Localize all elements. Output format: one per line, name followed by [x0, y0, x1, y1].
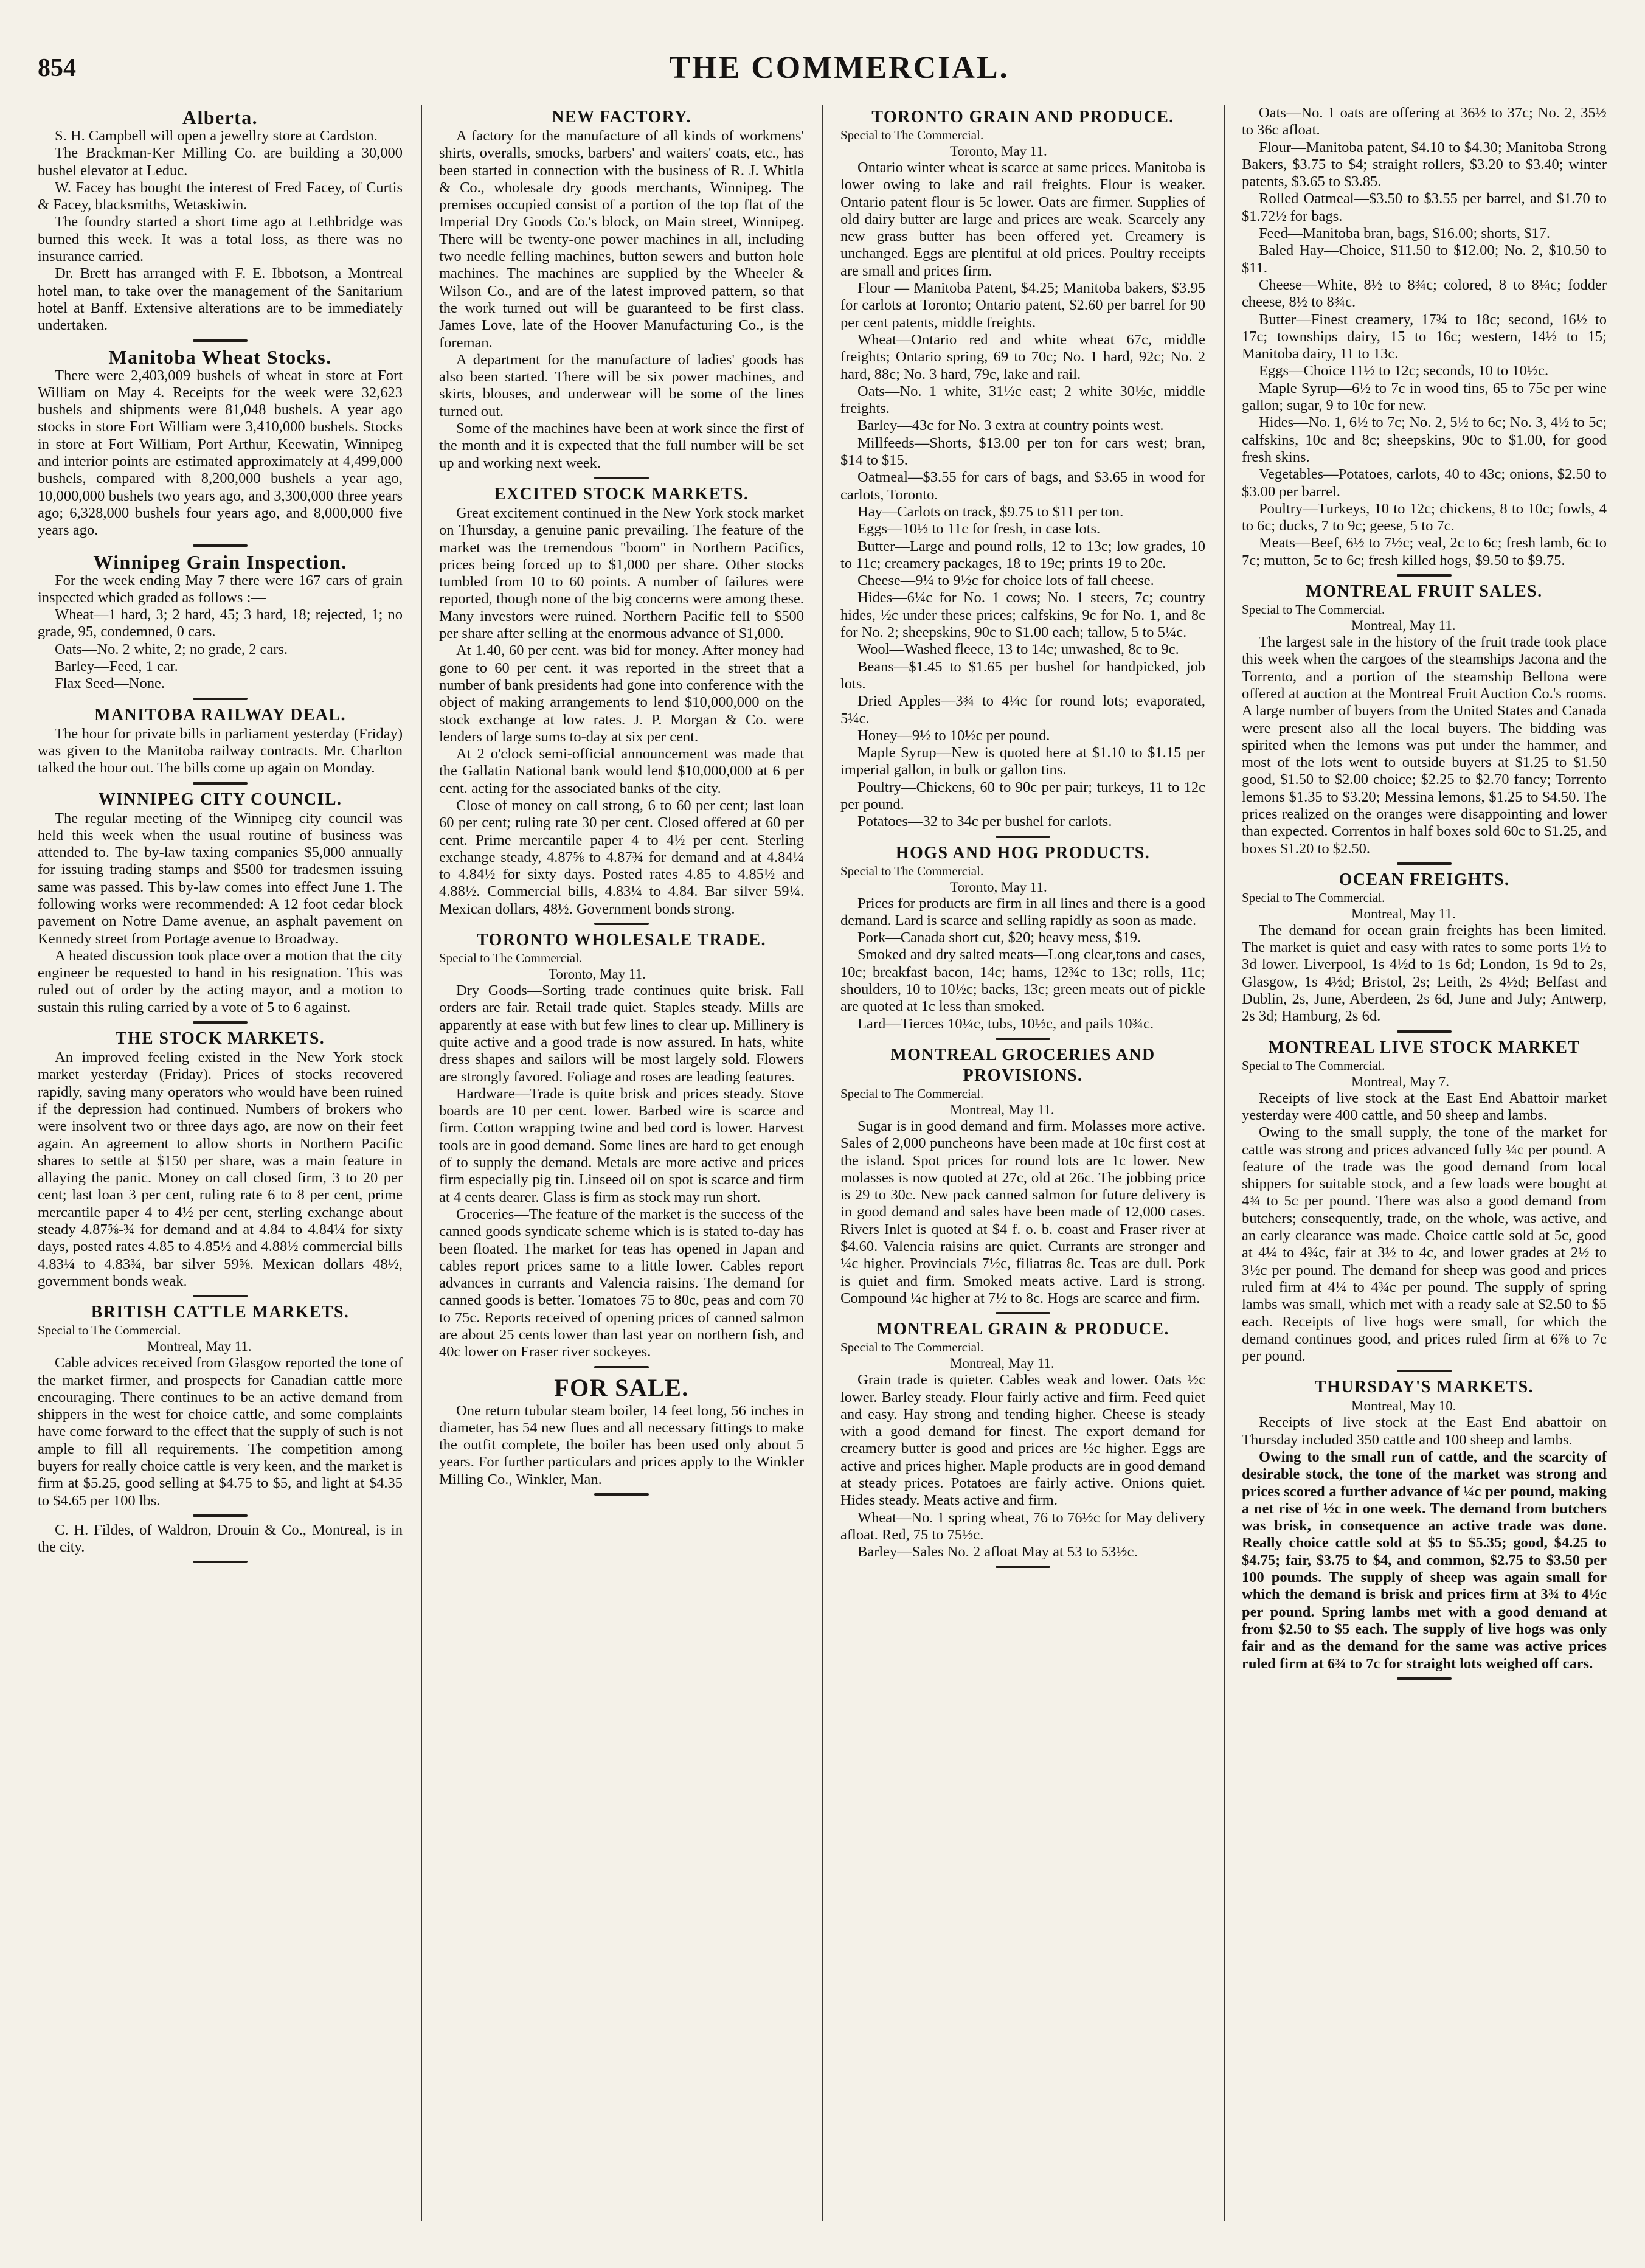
article-byline: Special to The Commercial.: [840, 863, 984, 878]
article-paragraph: Wheat—1 hard, 3; 2 hard, 45; 3 hard, 18; rejected, 1; no grade, 95, condemned, 0 cars.: [38, 606, 403, 640]
article-paragraph: There were 2,403,009 bushels of wheat in store at Fort William on May 4. Receipts for the week were 32,623 bushels and shipments were 81,048 bushels. A year ago stocks in store Fort William were 3,410,000 bushels. Stocks in store at Fort William, Port Arthur, Keewatin, Winnipeg and interior points are estimated approximately at 4,499,000 bushels, compared with 8,200,000 bushels a year ago, 10,000,000 bushels two years ago, and 3,300,000 three years ago; 6,328,000 bushels four years ago, and 8,000,000 five years ago.: [38, 367, 403, 539]
article-heading: WINNIPEG CITY COUNCIL.: [98, 789, 342, 809]
article-heading: MONTREAL LIVE STOCK MARKET: [1268, 1038, 1581, 1057]
article-heading: FOR SALE.: [554, 1373, 689, 1401]
article-heading: THE STOCK MARKETS.: [115, 1029, 325, 1049]
section-separator: [193, 1021, 248, 1024]
article-paragraph: At 2 o'clock semi-official announcement was made that the Gallatin National bank would lend $10,000,000 at 6 per cent. acting for the associated banks of the city.: [439, 746, 804, 797]
article-dateline: Toronto, May 11.: [950, 144, 1047, 159]
article-dateline: Montreal, May 11.: [147, 1339, 252, 1354]
article-paragraph: W. Facey has bought the interest of Fred Facey, of Curtis & Facey, blacksmiths, Wetaskiwin.: [38, 179, 403, 213]
section-separator: [193, 1561, 248, 1563]
section-separator: [193, 1514, 248, 1517]
article-paragraph: Wool—Washed fleece, 13 to 14c; unwashed, 8c to 9c.: [857, 641, 1179, 658]
article-heading: BRITISH CATTLE MARKETS.: [91, 1303, 350, 1322]
article-dateline: Montreal, May 11.: [1351, 618, 1456, 634]
article-byline: Special to The Commercial.: [439, 951, 583, 966]
article: [840, 843, 1205, 1040]
article-byline: Special to The Commercial.: [1242, 1058, 1385, 1073]
article-paragraph: Poultry—Turkeys, 10 to 12c; chickens, 8 to 10c; fowls, 4 to 6c; ducks, 7 to 9c; geese, 5 to 7c.: [1242, 500, 1607, 535]
section-separator: [594, 1366, 649, 1368]
article-paragraph: Hay—Carlots on track, $9.75 to $11 per ton.: [857, 503, 1124, 520]
section-separator: [1397, 1677, 1452, 1680]
article-paragraph: Wheat—Ontario red and white wheat 67c, middle freights; Ontario spring, 69 to 70c; No. 1 hard, 92c; No. 2 hard, 88c; No. 3 hard, 79c, lake and rail.: [840, 331, 1205, 383]
column-3: [840, 105, 1205, 2221]
section-separator: [1397, 1370, 1452, 1372]
article: [1242, 1377, 1607, 1679]
article-paragraph: Dry Goods—Sorting trade continues quite brisk. Fall orders are fair. Retail trade quiet. Staples steady. Mills are apparently at ease with but few lines to clear up. Millinery is quite active and a good trade is now assured. In hats, white dress shapes and sailors will be most largely sold. Flowers are strongly favored. Foliage and roses are leading features.: [439, 982, 804, 1085]
article-dateline: Montreal, May 7.: [1351, 1073, 1449, 1089]
article-paragraph: The demand for ocean grain freights has been limited. The market is quiet and easy with rates to some ports 1½ to 3d lower. Liverpool, 1s 4½d to 1s 6d; London, 1s 9d to 2s, Glasgow, 1s 4½d; Bristol, 2s; Leith, 2s 4½d; Belfast and Dublin, 2s, June, Aberdeen, 2s 6d, June and July; Antwerp, 2s 3d; Hamburg, 2s 6d.: [1242, 921, 1607, 1025]
article: [439, 930, 804, 1368]
article: [840, 1045, 1205, 1314]
section-separator: [193, 1295, 248, 1297]
article-byline: Special to The Commercial.: [840, 1340, 984, 1355]
article-paragraph: Maple Syrup—6½ to 7c in wood tins, 65 to 75c per wine gallon; sugar, 9 to 10c for new.: [1242, 380, 1607, 414]
article: [38, 1028, 403, 1297]
article-paragraph: Hides—6¼c for No. 1 cows; No. 1 steers, 7c; country hides, ½c under these prices; calfskins, 9c for No. 1, and 8c for No. 2; sheepskins, 90c to $1.00 each; tallow, 5 to 5¼c.: [840, 589, 1205, 641]
section-separator: [594, 1493, 649, 1496]
article-paragraph: Cheese—9¼ to 9½c for choice lots of fall cheese.: [857, 572, 1154, 589]
article-paragraph: Butter—Large and pound rolls, 12 to 13c; low grades, 10 to 11c; creamery packages, 18 to 19c; prints 19 to 20c.: [840, 538, 1205, 572]
article-paragraph: Oats—No. 1 white, 31½c east; 2 white 30½c, middle freights.: [840, 383, 1205, 417]
column-2: [439, 105, 804, 2221]
article-paragraph: For the week ending May 7 there were 167 cars of grain inspected which graded as follows :—: [38, 572, 403, 606]
article-paragraph: Dr. Brett has arranged with F. E. Ibbotson, a Montreal hotel man, to take over the management of the Sanitarium hotel at Banff. Extensive alterations are to be immediately undertaken.: [38, 265, 403, 334]
article-heading: Manitoba Wheat Stocks.: [108, 345, 332, 368]
article-paragraph: A department for the manufacture of ladies' goods has also been started. There will be six power machines, and skirts, blouses, and underwear will be some of the lines turned out.: [439, 351, 804, 420]
article-paragraph: Oats—No. 2 white, 2; no grade, 2 cars.: [55, 640, 288, 657]
article-paragraph: The hour for private bills in parliament yesterday (Friday) was given to the Manitoba railway contracts. Mr. Charlton talked the hour out. The bills come up again on Monday.: [38, 725, 403, 777]
section-separator: [193, 544, 248, 547]
article: [439, 107, 804, 479]
article-dateline: Montreal, May 10.: [1351, 1398, 1456, 1414]
article-paragraph: Eggs—Choice 11½ to 12c; seconds, 10 to 10½c.: [1259, 362, 1549, 380]
column-rule: [822, 105, 823, 2221]
article: [38, 705, 403, 785]
article-paragraph: Eggs—10½ to 11c for fresh, in case lots.: [857, 521, 1101, 538]
article-heading: MONTREAL FRUIT SALES.: [1306, 582, 1543, 602]
section-separator: [996, 836, 1050, 838]
article-heading: NEW FACTORY.: [552, 108, 691, 127]
article-paragraph: Feed—Manitoba bran, bags, $16.00; shorts, $17.: [1259, 225, 1551, 242]
article-paragraph: Maple Syrup—New is quoted here at $1.10 to $1.15 per imperial gallon, in bulk or gallon tins.: [840, 744, 1205, 779]
column-1: [38, 105, 403, 2221]
article-heading: EXCITED STOCK MARKETS.: [494, 484, 749, 504]
article-paragraph: Honey—9½ to 10½c per pound.: [857, 727, 1050, 744]
article-paragraph: The regular meeting of the Winnipeg city council was held this week when the usual routine of business was attended to. The by-law taxing companies $5,000 annually for issuing trading stamps and $500 for tradesmen issuing same was passed. This by-law comes into effect June 1. The following works were recommended: A 12 foot cedar block pavement on Notre Dame avenue, an asphalt pavement on Kennedy street from Portage avenue to Broadway.: [38, 810, 403, 947]
article: [1242, 105, 1607, 577]
article-paragraph: Vegetables—Potatoes, carlots, 40 to 43c; onions, $2.50 to $3.00 per barrel.: [1242, 466, 1607, 500]
article-paragraph: Barley—Feed, 1 car.: [55, 658, 178, 675]
article-paragraph: Hardware—Trade is quite brisk and prices steady. Stove boards are 10 per cent. lower. Barbed wire is scarce and firm. Cotton wrapping twine and bed cord is lower. Harvest tools are in good demand. Some lines are hard to get enough of to supply the demand. Metals are more active and prices firm especially pig tin. Linseed oil on spot is scarce and firm at 4 cents dearer. Glass is firm as stock may run short.: [439, 1085, 804, 1205]
article-dateline: Montreal, May 11.: [950, 1356, 1055, 1372]
article-paragraph: Barley—43c for No. 3 extra at country points west.: [857, 417, 1164, 434]
column-rule: [421, 105, 422, 2221]
article-paragraph: Cable advices received from Glasgow reported the tone of the market firmer, and prospects for Canadian cattle more encouraging. There continues to be an active demand from shippers in the west for choice cattle, and some complaints have come forward to the effect that the supply of such is not ample to fill all requirements. The competition among buyers for really choice cattle is very keen, and the market is firm at $5.25, good selling at $4.75 to $5, and light at $4.35 to $4.65 per 100 lbs.: [38, 1354, 403, 1509]
article-paragraph: Great excitement continued in the New York stock market on Thursday, a genuine panic prevailing. The feature of the market was the tremendous "boom" in Northern Pacifics, prices being forced up to $1,000 per share. Other stocks tumbled from 10 to 60 points. A number of failures were reported, though none of the big concerns were among these. Many investors were ruined. Northern Pacific fell to $500 per share after selling at the enormous advance of $1,000.: [439, 504, 804, 642]
article-heading: Alberta.: [182, 106, 258, 128]
article-paragraph: At 1.40, 60 per cent. was bid for money. After money had gone to 60 per cent. it was reported in the street that a number of bank presidents had gone into conference with the object of making arrangements to lend $10,000,000 on the stock exchange at low rates. J. P. Morgan & Co. were lenders of large sums to-day at six per cent.: [439, 642, 804, 745]
article-paragraph: Owing to the small supply, the tone of the market for cattle was strong and prices advanced fully ¼c per pound. A feature of the trade was the good demand from local shippers for suitable stock, and a few loads were bought at 4¾ to 5c per pound. There was also a good demand from butchers; consequently, trade, on the whole, was active, and an early clearance was made. Choice cattle sold at 5c, good at 4¼ to 4¾c, fair at 3½ to 4c, and lower grades at 2½ to 3½c per pound. The demand for sheep was good and prices ruled firm at 4¼ to 4¾c per pound. The supply of spring lambs was small, which met with a ready sale at $2.50 to $5 each. Receipts of live hogs were small, for which the demand continues good, and prices ruled firm at 6⅞ to 7c per pound.: [1242, 1124, 1607, 1365]
article-heading: OCEAN FREIGHTS.: [1339, 870, 1510, 889]
article-paragraph: Barley—Sales No. 2 afloat May at 53 to 53½c.: [857, 1544, 1138, 1561]
column-4: [1242, 105, 1607, 2221]
article: [840, 107, 1205, 838]
article-paragraph: Butter—Finest creamery, 17¾ to 18c; second, 16½ to 17c; townships dairy, 15 to 16c; western, 14½ to 15; Manitoba dairy, 11 to 13c.: [1242, 311, 1607, 362]
article: [38, 1302, 403, 1517]
article-paragraph: An improved feeling existed in the New York stock market yesterday (Friday). Prices of stocks recovered rapidly, saving many operators who would have been ruined if the depression had continued. Numbers of brokers who were insolvent two or three days ago, are now on their feet again. An agreement to allow shorts in Northern Pacific shares to settle at $150 per share, was a main feature in allaying the panic. Money on call closed firm, 3 to 20 per cent; last loan 3 per cent, ruling rate 6 to 8 per cent, prime mercantile paper 4 to 4½ per cent, sterling exchange about steady 4.87⅝-¾ for demand and at 4.84 to 4.84¼ for sixty days, posted rates 4.85 to 4.85½ and 4.88½ commercial bills 4.83¼ to 4.83¾, bar silver 59⅝. Mexican dollars 48½, government bonds weak.: [38, 1049, 403, 1289]
section-separator: [594, 923, 649, 925]
section-separator: [996, 1038, 1050, 1040]
article-paragraph: Millfeeds—Shorts, $13.00 per ton for cars west; bran, $14 to $15.: [840, 434, 1205, 469]
section-separator: [193, 698, 248, 700]
article-paragraph: Pork—Canada short cut, $20; heavy mess, $19.: [857, 929, 1141, 946]
article-heading: Winnipeg Grain Inspection.: [93, 550, 347, 573]
article-byline: Special to The Commercial.: [840, 128, 984, 142]
article-paragraph: A heated discussion took place over a motion that the city engineer be requested to hand in his resignation. This was ruled out of order by the acting mayor, and a motion to sustain this ruling carried by a vote of 5 to 6 against.: [38, 947, 403, 1016]
article: [840, 1319, 1205, 1568]
article: [38, 552, 403, 700]
article-byline: Special to The Commercial.: [1242, 602, 1385, 617]
article-paragraph: S. H. Campbell will open a jewellry store at Cardston.: [55, 128, 378, 144]
article-paragraph: Rolled Oatmeal—$3.50 to $3.55 per barrel, and $1.70 to $1.72½ for bags.: [1242, 190, 1607, 224]
article-paragraph: Dried Apples—3¾ to 4¼c for round lots; evaporated, 5¼c.: [840, 693, 1205, 727]
article-paragraph: Some of the machines have been at work since the first of the month and it is expected that the full number will be set up and working next week.: [439, 420, 804, 471]
article-heading: HOGS AND HOG PRODUCTS.: [895, 843, 1151, 862]
article-heading: TORONTO GRAIN AND PRODUCE.: [871, 108, 1174, 127]
article-paragraph: Flour — Manitoba Patent, $4.25; Manitoba bakers, $3.95 for carlots at Toronto; Ontario patent, $2.60 per barrel for 90 per cent patents, middle freights.: [840, 280, 1205, 331]
article: [38, 107, 403, 342]
article-dateline: Montreal, May 11.: [1351, 906, 1456, 921]
article-columns: [38, 105, 1619, 2221]
article-paragraph: Cheese—White, 8½ to 8¾c; colored, 8 to 8¼c; fodder cheese, 8½ to 8¾c.: [1242, 276, 1607, 311]
article-paragraph: Ontario winter wheat is scarce at same prices. Manitoba is lower owing to lake and rail freights. Flour is weaker. Ontario patent flour is 5c lower. Oats are firmer. Supplies of old dairy butter are large and prices are weak. Scarcely any new grass butter has been offered yet. Creamery is unchanged. Eggs are plentiful at old prices. Poultry receipts are small and prices firm.: [840, 159, 1205, 279]
article-byline: Special to The Commercial.: [38, 1323, 181, 1338]
article-paragraph: Groceries—The feature of the market is the success of the canned goods syndicate scheme which is is stated to-day has been floated. The market for teas has opened in Japan and cables report prices same to a little lower. Cables report advances in currants and Valencia raisins. The demand for canned goods is better. Tomatoes 75 to 80c, peas and corn 70 to 75c. Reports received of opening prices of canned salmon are about 25 cents lower than last year on northern fish, and 40c lower on Fraser river sockeyes.: [439, 1205, 804, 1361]
article-heading: MANITOBA RAILWAY DEAL.: [94, 705, 346, 724]
article-paragraph: Poultry—Chickens, 60 to 90c per pair; turkeys, 11 to 12c per pound.: [840, 779, 1205, 813]
article-paragraph: One return tubular steam boiler, 14 feet long, 56 inches in diameter, has 54 new flues and all necessary fittings to make the outfit complete, the boiler has been used only about 5 years. For further particulars and prices apply to the Winkler Milling Co., Winkler, Man.: [439, 1402, 804, 1488]
section-separator: [193, 782, 248, 785]
article: [1242, 1038, 1607, 1373]
article-paragraph: Owing to the small run of cattle, and the scarcity of desirable stock, the tone of the market was strong and prices scored a further advance of ¼c per pound, making a net rise of ½c in one week. The demand from butchers was brisk, in consequence an active trade was done. Really choice cattle sold at $5 to $5.35; good, $4.25 to $4.75; fair, $3.75 to $4, and common, $2.75 to $3.50 per 100 pounds. The supply of sheep was again small for which the demand is brisk and prices firm at 3¾ to 4½c per pound. Spring lambs met with a good demand at from $2.50 to $5 each. The supply of live hogs was only fair and as the demand for the same was active prices ruled firm at 6¾ to 7c for straight lots weighed off cars.: [1242, 1449, 1607, 1672]
article-dateline: Toronto, May 11.: [950, 879, 1047, 895]
page-title: THE COMMERCIAL.: [669, 50, 1010, 85]
article-paragraph: Flax Seed—None.: [55, 675, 165, 692]
article-paragraph: Baled Hay—Choice, $11.50 to $12.00; No. 2, $10.50 to $11.: [1242, 242, 1607, 276]
section-separator: [996, 1566, 1050, 1568]
page-number: 854: [38, 54, 76, 82]
article-paragraph: Smoked and dry salted meats—Long clear,tons and cases, 10c; breakfast bacon, 14c; hams, 12¾c to 13c; rolls, 11c; shoulders, 10 to 10½c; backs, 13c; green meats out of pickle are quoted at 1c less than smoked.: [840, 946, 1205, 1015]
column-rule: [1224, 105, 1225, 2221]
article-paragraph: The Brackman-Ker Milling Co. are building a 30,000 bushel elevator at Leduc.: [38, 145, 403, 179]
section-separator: [1397, 574, 1452, 577]
article: [439, 1373, 804, 1496]
article-paragraph: Wheat—No. 1 spring wheat, 76 to 76½c for May delivery afloat. Red, 75 to 75½c.: [840, 1509, 1205, 1543]
article: [38, 1522, 403, 1564]
article-heading: MONTREAL GRAIN & PRODUCE.: [876, 1320, 1169, 1339]
article-paragraph: Close of money on call strong, 6 to 60 per cent; last loan 60 per cent; ruling rate 30 per cent. Closed offered at 60 per cent. Prime mercantile paper 4 to 4½ per cent. Sterling exchange steady, 4.87⅝ to 4.87¾ for demand and at 4.84¼ to 4.84½ for sixty days. Posted rates 4.85 to 4.85½ and 4.88½. Commercial bills, 4.83¼ to 4.84. Bar silver 59¼. Mexican dollars, 48½. Government bonds strong.: [439, 797, 804, 917]
article-paragraph: Receipts of live stock at the East End abattoir on Thursday included 350 cattle and 100 sheep and lambs.: [1242, 1414, 1607, 1448]
article-dateline: Toronto, May 11.: [549, 966, 646, 982]
article-heading: MONTREAL GROCERIES AND PROVISIONS.: [890, 1045, 1155, 1085]
article-byline: Special to The Commercial.: [1242, 890, 1385, 905]
article-byline: Special to The Commercial.: [840, 1086, 984, 1101]
article-paragraph: Potatoes—32 to 34c per bushel for carlots.: [857, 813, 1112, 830]
article-heading: TORONTO WHOLESALE TRADE.: [477, 931, 766, 950]
article-paragraph: C. H. Fildes, of Waldron, Drouin & Co., Montreal, is in the city.: [38, 1521, 403, 1556]
article: [38, 789, 403, 1024]
article: [38, 347, 403, 547]
article-paragraph: Grain trade is quieter. Cables weak and lower. Oats ½c lower. Barley steady. Flour fairly active and firm. Feed quiet and easy. Hay strong and tending higher. Cheese is steady with a good demand for finest. The export demand for creamery butter is good and prices are ½c higher. Eggs are active and prices higher. Maple products are in good demand at steady prices. Potatoes are fairly active. Onions quiet. Hides steady. Meats active and firm.: [840, 1372, 1205, 1509]
article-paragraph: The foundry started a short time ago at Lethbridge was burned this week. It was a total loss, as there was no insurance carried.: [38, 213, 403, 265]
article-paragraph: Meats—Beef, 6½ to 7½c; veal, 2c to 6c; fresh lamb, 6c to 7c; mutton, 5c to 6c; fresh killed hogs, $9.50 to $9.75.: [1242, 535, 1607, 569]
article-paragraph: Oats—No. 1 oats are offering at 36½ to 37c; No. 2, 35½ to 36c afloat.: [1242, 105, 1607, 139]
article-paragraph: Flour—Manitoba patent, $4.10 to $4.30; Manitoba Strong Bakers, $3.75 to $4; straight rollers, $3.20 to $3.40; winter patents, $3.65 to $3.85.: [1242, 139, 1607, 190]
article-heading: THURSDAY'S MARKETS.: [1314, 1378, 1534, 1397]
section-separator: [594, 477, 649, 479]
section-separator: [1397, 1030, 1452, 1033]
article-dateline: Montreal, May 11.: [950, 1101, 1055, 1117]
article-paragraph: Receipts of live stock at the East End Abattoir market yesterday were 400 cattle, and 50 sheep and lambs.: [1242, 1089, 1607, 1123]
article: [1242, 870, 1607, 1033]
article-paragraph: The largest sale in the history of the fruit trade took place this week when the cargoes of the steamships Jacona and the Torrento, and a portion of the steamship Bellona were offered at auction at the Montreal Fruit Auction Co.'s rooms. A large number of buyers from the United States and Canada were present also all the local buyers. The bidding was spirited when the lemons was put under the hammer, and most of the lots went to outside buyers at $1.25 to $1.50 good, $1.50 to $2.00 choice; $2.25 to $2.70 fancy; Torrento lemons $1.35 to $3.20; Messina lemons, $1.25 to $4.50. The prices realized on the oranges were disappointing and lower than expected. Correntos in half boxes sold 60c to $1.25, and boxes $1.20 to $2.50.: [1242, 634, 1607, 857]
article-paragraph: Beans—$1.45 to $1.65 per bushel for handpicked, job lots.: [840, 658, 1205, 692]
article-paragraph: Lard—Tierces 10¼c, tubs, 10½c, and pails 10¾c.: [857, 1015, 1154, 1032]
article-paragraph: Prices for products are firm in all lines and there is a good demand. Lard is scarce and selling rapidly as soon as made.: [840, 895, 1205, 929]
section-separator: [1397, 862, 1452, 865]
section-separator: [193, 339, 248, 342]
section-separator: [996, 1312, 1050, 1314]
article: [439, 484, 804, 925]
article-paragraph: A factory for the manufacture of all kinds of workmens' shirts, overalls, smocks, barbers' and waiters' coats, etc., has been started in connection with the business of R. J. Whitla & Co., wholesale dry goods merchants, Winnipeg. The premises occupied consist of a portion of the top flat of the Imperial Dry Goods Co.'s block, on Main street, Winnipeg. There will be twenty-one power machines in all, including two needle felling machines, button sewers and button hole machines. The machines are supplied by the Wheeler & Wilson Co., and are of the latest improved pattern, so that the work turned out will be guaranteed to be first class. James Love, late of the Hoover Manufacturing Co., is the foreman.: [439, 128, 804, 351]
article-paragraph: Hides—No. 1, 6½ to 7c; No. 2, 5½ to 6c; No. 3, 4½ to 5c; calfskins, 10c and 8c; sheepskins, 90c to $1.00, for good fresh skins.: [1242, 414, 1607, 465]
article-paragraph: Oatmeal—$3.55 for cars of bags, and $3.65 in wood for carlots, Toronto.: [840, 469, 1205, 503]
article: [1242, 581, 1607, 865]
article-paragraph: Sugar is in good demand and firm. Molasses more active. Sales of 2,000 puncheons have been made at 10c first cost at the island. Spot prices for round lots are 1c lower. New molasses is now quoted at 27c, old at 26c. The jobbing price is 29 to 30c. New pack canned salmon for future delivery is in good demand and sales have been made of 12,000 cases. Rivers Inlet is quoted at $4 f. o. b. coast and Fraser river at $4.60. Valencia raisins are quiet. Currants are stronger and ¼c higher. Provincials 7½c, filiatras 8c. Teas are dull. Pork is quiet and firm. Smoked meats active. Lard is strong. Compound ¼c higher at 7½ to 8c. Hogs are scarce and firm.: [840, 1117, 1205, 1306]
